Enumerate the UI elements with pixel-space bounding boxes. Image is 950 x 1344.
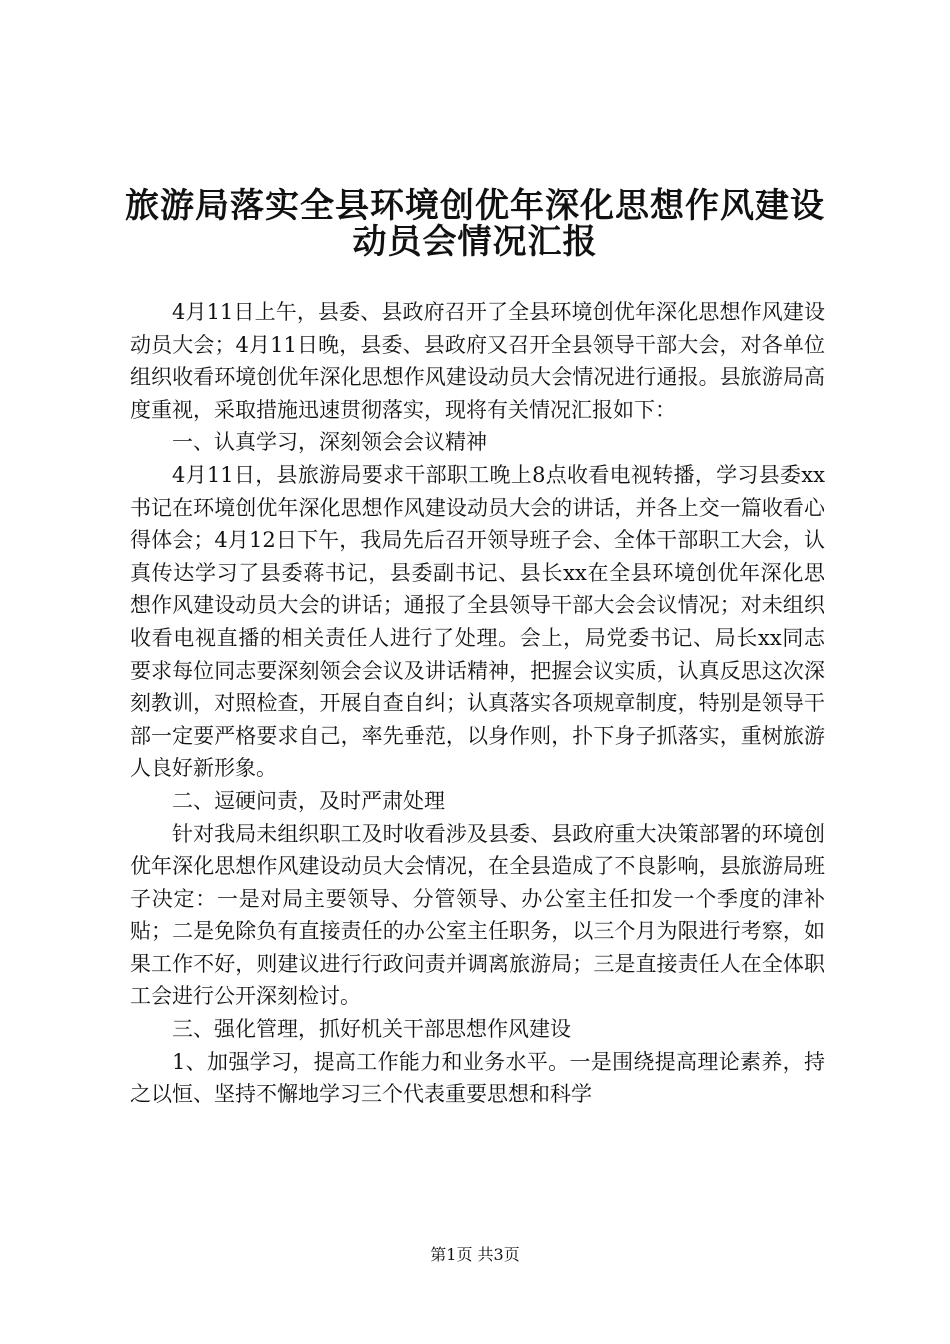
section-heading-1: 一、认真学习，深刻领会会议精神 <box>172 430 487 455</box>
page-footer: 第1页 共3页 <box>430 1245 520 1264</box>
body-paragraph: 4月11日，县旅游局要求干部职工晚上8点收看电视转播，学习县委xx书记在环境创优年深化思想作风建设动员大会的讲话，并各上交一篇收看心得体会；4月12日下午，我局先后召开领导班子会、全体干部职工大会，认真传达学习了县委蒋书记，县委副书记、县长xx在全县环境创优年深化思想作风建设动员大会的讲话；通报了全县领导干部大会会议情况；对未组织收看电视直播的相关责任人进行了处理。会上，局党委书记、局长xx同志要求每位同志要深刻领会会议及讲话精神，把握会议实质，认真反思这次深刻教训，对照检查，开展自查自纠；认真落实各项规章制度，特别是领导干部一定要严格要求自己，率先垂范，以身作则，扑下身子抓落实，重树旅游人良好新形象。 <box>130 462 825 781</box>
intro-paragraph: 4月11日上午，县委、县政府召开了全县环境创优年深化思想作风建设动员大会；4月11日晚，县委、县政府又召开全县领导干部大会，对各单位组织收看环境创优年深化思想作风建设动员大会情况进行通报。县旅游局高度重视，采取措施迅速贯彻落实，现将有关情况汇报如下： <box>130 300 825 422</box>
section-heading-2: 二、逗硬问责，及时严肃处理 <box>172 788 445 813</box>
document-title-line-2: 动员会情况汇报 <box>352 222 598 262</box>
body-paragraph: 1、加强学习，提高工作能力和业务水平。一是围绕提高理论素养，持之以恒、坚持不懈地学习三个代表重要思想和科学 <box>130 1049 825 1107</box>
document-body <box>130 296 825 1111</box>
document-title-line-1: 旅游局落实全县环境创优年深化思想作风建设 <box>125 186 825 226</box>
section-heading-3: 三、强化管理，抓好机关干部思想作风建设 <box>172 1017 571 1042</box>
body-paragraph: 针对我局未组织职工及时收看涉及县委、县政府重大决策部署的环境创优年深化思想作风建设动员大会情况，在全县造成了不良影响，县旅游局班子决定：一是对局主要领导、分管领导、办公室主任扣发一个季度的津补贴；二是免除负有直接责任的办公室主任职务，以三个月为限进行考察，如果工作不好，则建议进行行政问责并调离旅游局；三是直接责任人在全体职工会进行公开深刻检讨。 <box>130 821 825 1009</box>
